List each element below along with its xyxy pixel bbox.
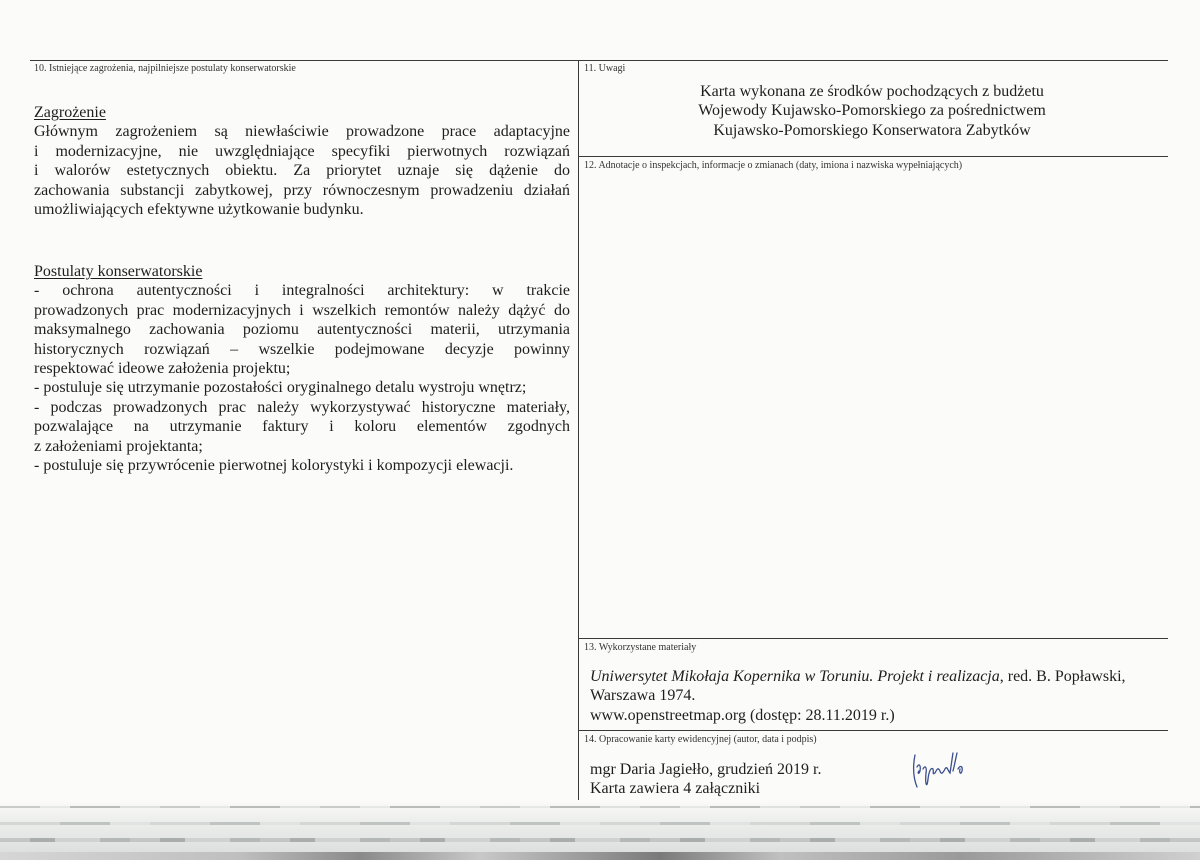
zagrozenie-line: Głównym zagrożeniem są niewłaściwie prowadzone prace adaptacyjne (34, 123, 570, 141)
attachments-line: Karta zawiera 4 załączniki (590, 780, 761, 798)
zagrozenie-line: umożliwiających efektywne użytkowanie budynku. (34, 201, 364, 219)
reference-editor: , red. B. Popławski, (999, 668, 1126, 685)
section-13-label: 13. Wykorzystane materiały (584, 642, 697, 653)
postulaty-line: - podczas prowadzonych prac należy wykorzystywać historyczne materiały, (34, 398, 570, 416)
postulaty-line: respektować ideowe założenia projektu; (34, 360, 291, 378)
section-10-label: 10. Istniejące zagrożenia, najpilniejsze postulaty konserwatorskie (34, 63, 296, 74)
materialy-line-2: Warszawa 1974. (590, 687, 696, 705)
uwagi-line: Wojewody Kujawsko-Pomorskiego za pośrednictwem (698, 102, 1046, 120)
rule-s13 (578, 638, 1168, 639)
top-rule (30, 60, 1168, 61)
postulaty-heading: Postulaty konserwatorskie (34, 263, 203, 280)
zagrozenie-line: i modernizacyjne, nie uwzględniające specyfiki pierwotnych rozwiązań (34, 142, 570, 160)
uwagi-line: Kujawsko-Pomorskiego Konserwatora Zabytków (713, 121, 1031, 139)
postulaty-section (34, 262, 570, 475)
zagrozenie-section (34, 103, 570, 219)
materialy-text (590, 667, 1160, 725)
postulaty-line: - ochrona autentyczności i integralności architektury: w trakcie (34, 282, 570, 300)
postulaty-line: - postuluje się przywrócenie pierwotnej kolorystyki i kompozycji elewacji. (34, 457, 514, 475)
postulaty-line: prowadzonych prac modernizacyjnych i wszelkich remontów należy dążyć do (34, 301, 570, 319)
postulaty-line: z założeniami projektanta; (34, 437, 203, 455)
rule-s12 (578, 156, 1168, 157)
postulaty-line: - postuluje się utrzymanie pozostałości oryginalnego detalu wystroju wnętrz; (34, 379, 527, 397)
materialy-line-1 (590, 667, 1160, 686)
section-14-label: 14. Opracowanie karty ewidencyjnej (autor, data i podpis) (584, 734, 817, 745)
signature-image (905, 745, 995, 795)
rule-s14 (578, 730, 1168, 731)
section-11-label: 11. Uwagi (584, 63, 626, 74)
materialy-line-3: www.openstreetmap.org (dostęp: 28.11.2019 r.) (590, 706, 895, 724)
scan-streak (0, 822, 1200, 825)
reference-title: Uniwersytet Mikołaja Kopernika w Toruniu. Projekt i realizacja (590, 668, 1000, 685)
postulaty-line: pozwalające na utrzymanie faktury i koloru elementów zgodnych (34, 418, 570, 436)
postulaty-line: maksymalnego zachowania poziomu autentyczności materii, utrzymania (34, 321, 570, 339)
zagrozenie-line: i walorów estetycznych obiektu. Za priorytet uznaje się dążenie do (34, 162, 570, 180)
scan-streak (0, 806, 1200, 808)
author-line: mgr Daria Jagiełło, grudzień 2019 r. (590, 761, 822, 778)
postulaty-line: historycznych rozwiązań – wszelkie podejmowane decyzje powinny (34, 340, 570, 358)
zagrozenie-heading: Zagrożenie (34, 104, 106, 121)
scan-edge (0, 852, 1200, 860)
uwagi-line: Karta wykonana ze środków pochodzących z budżetu (700, 83, 1044, 100)
section-12-label: 12. Adnotacje o inspekcjach, informacje o zmianach (daty, imiona i nazwiska wypełniających) (584, 160, 963, 171)
column-divider (578, 60, 579, 802)
zagrozenie-line: zachowania substancji zabytkowej, przy równoczesnym prowadzeniu działań (34, 181, 570, 199)
scan-streak (0, 838, 1200, 842)
scan-margin (0, 800, 1200, 860)
uwagi-text (580, 82, 1164, 140)
